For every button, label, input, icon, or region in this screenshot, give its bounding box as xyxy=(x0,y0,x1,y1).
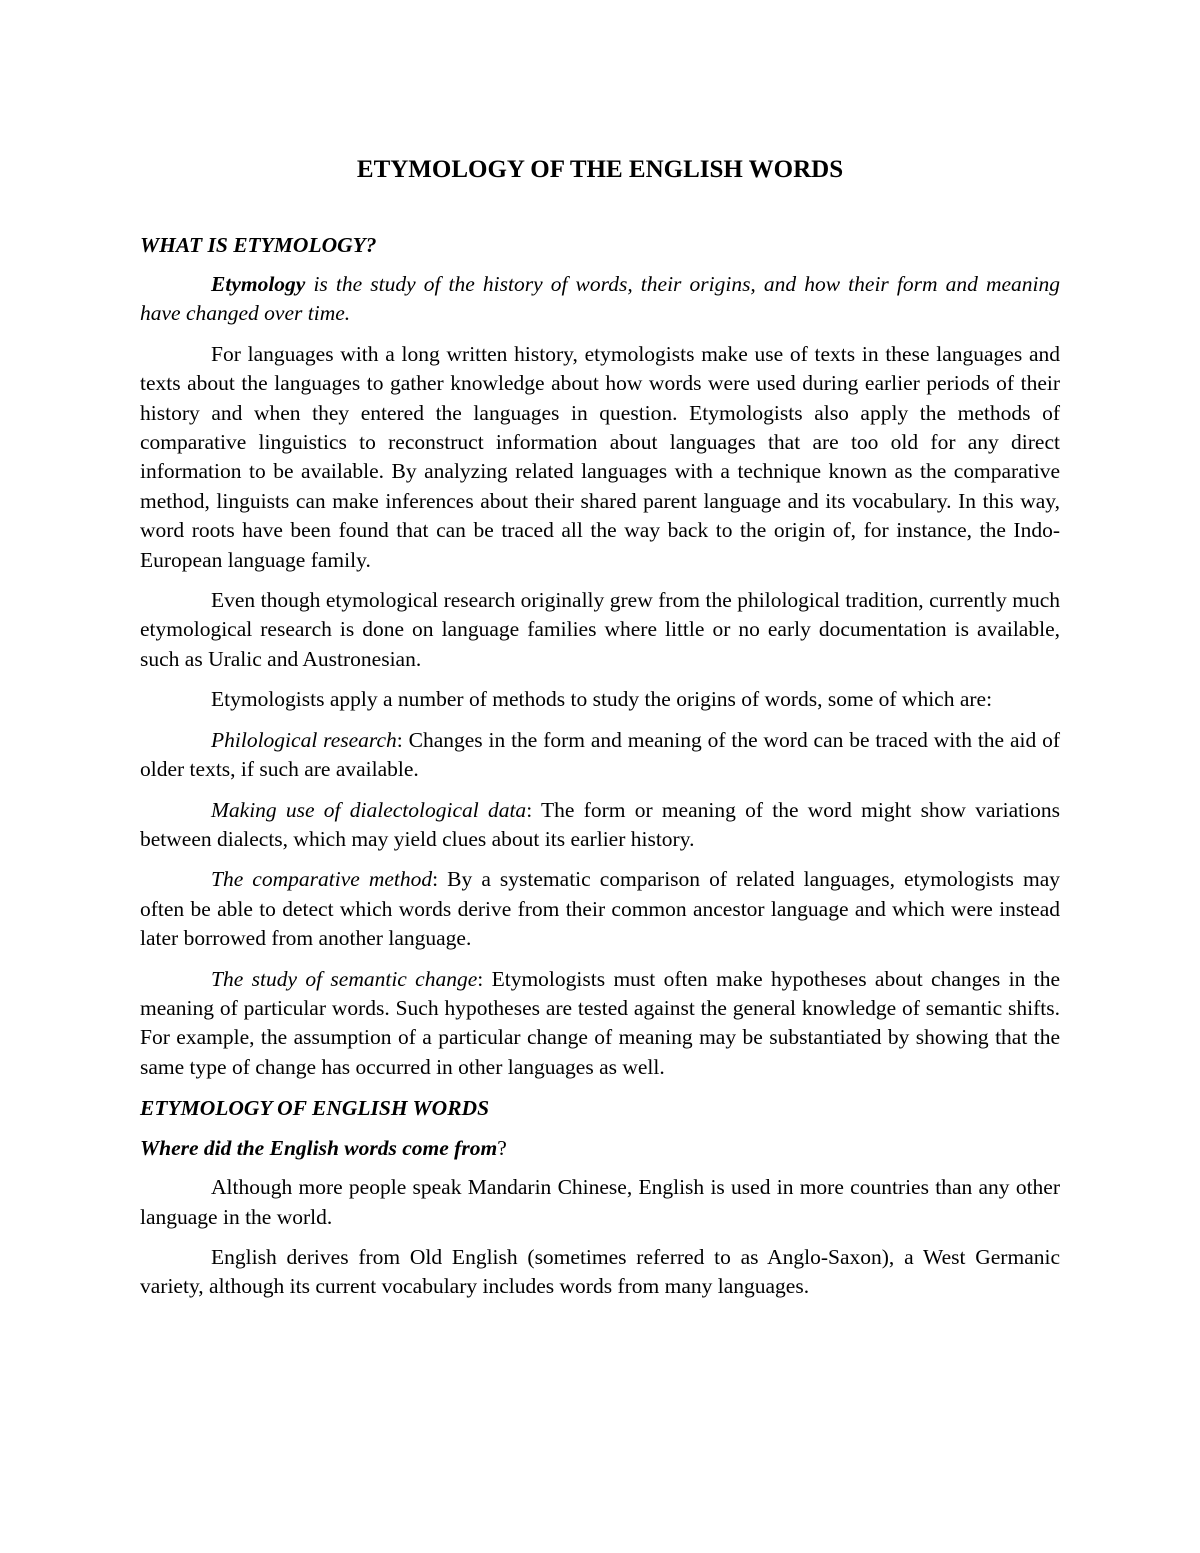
paragraph-old-english: English derives from Old English (sometimes referred to as Anglo-Saxon), a West Germanic variety, although its current vocabulary includes words from many languages. xyxy=(140,1244,1060,1299)
paragraph-philological-tradition: Even though etymological research originally grew from the philological tradition, currently much etymological research is done on language families where little or no early documentation is available, such as Uralic and Austronesian. xyxy=(140,588,1060,671)
method-description: : Changes in the form and meaning of the word can be traced with the aid of older texts, if such are available. xyxy=(140,727,1060,782)
method-name: The study of semantic change xyxy=(211,966,478,991)
method-description: : Etymologists must often make hypotheses about changes in the meaning of particular words. Such hypotheses are tested against the general knowledge of semantic shifts. For example, the assumption of a particular change of meaning may be substantiated by showing that the same type of change has occurred in other languages as well. xyxy=(140,966,1060,1079)
document-page xyxy=(140,150,1060,1313)
definition-term: Etymology xyxy=(211,272,306,296)
method-description: : By a systematic comparison of related languages, etymologists may often be able to detect which words derive from their common ancestor language and which were instead later borrowed from another language. xyxy=(140,867,1060,951)
paragraph-mandarin-english: Although more people speak Mandarin Chinese, English is used in more countries than any other language in the world. xyxy=(140,1175,1060,1229)
paragraph-written-history: For languages with a long written history, etymologists make use of texts in these languages and texts about the languages to gather knowledge about how words were used during earlier periods of their history and when they entered the languages in question. Etymologists also apply the methods of comparative linguistics to reconstruct information about languages that are too old for any direct information to be available. By analyzing related languages with a technique known as the comparative method, linguists can make inferences about their shared parent language and its vocabulary. In this way, word roots have been found that can be traced all the way back to the origin of, for instance, the Indo-European language family. xyxy=(140,341,1060,572)
document-title: ETYMOLOGY OF THE ENGLISH WORDS xyxy=(356,156,844,183)
question-mark: ? xyxy=(497,1136,507,1161)
method-dialectological-data xyxy=(140,796,1060,855)
method-comparative xyxy=(140,865,1060,953)
definition-paragraph xyxy=(140,270,1060,329)
method-name: The comparative method xyxy=(211,867,433,892)
paragraph-methods-intro: Etymologists apply a number of methods to study the origins of words, some of which are: xyxy=(211,687,993,712)
section-heading-what-is-etymology: WHAT IS ETYMOLOGY? xyxy=(140,233,377,257)
method-semantic-change xyxy=(140,965,1060,1083)
question-heading xyxy=(140,1133,1060,1163)
method-description: : The form or meaning of the word might show variations between dialects, which may yield clues about its earlier history. xyxy=(140,797,1060,851)
section-heading-etymology-of-english-words: ETYMOLOGY OF ENGLISH WORDS xyxy=(140,1096,490,1121)
method-philological-research xyxy=(140,726,1060,785)
method-name: Making use of dialectological data xyxy=(211,797,527,822)
definition-text: is the study of the history of words, their origins, and how their form and meaning have changed over time. xyxy=(140,272,1060,326)
question-text: Where did the English words come from xyxy=(140,1136,498,1161)
method-name: Philological research xyxy=(211,727,397,752)
